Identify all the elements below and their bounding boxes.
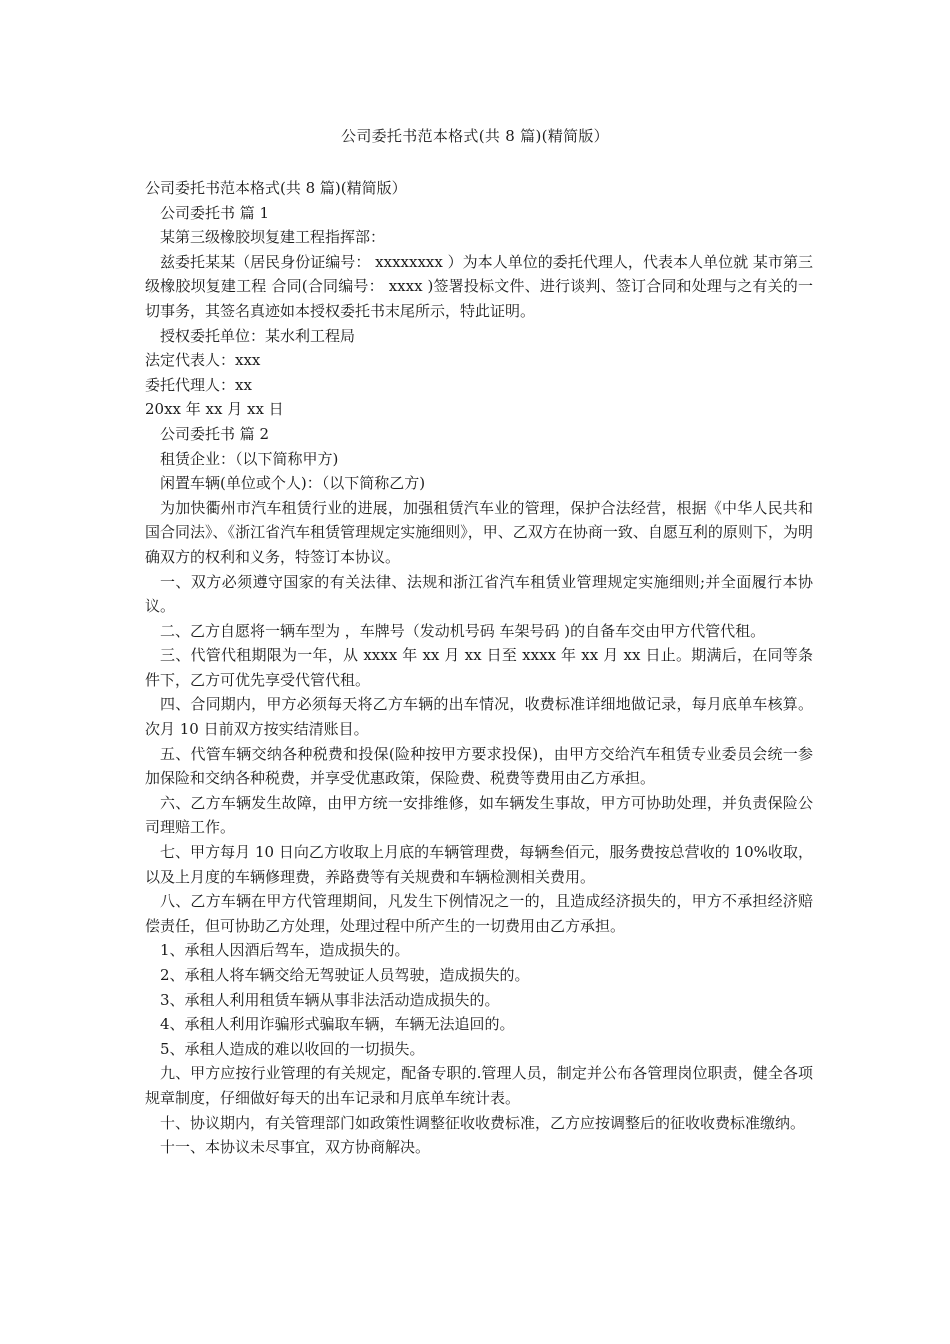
- paragraph: 为加快衢州市汽车租赁行业的进展，加强租赁汽车业的管理，保护合法经营，根据《中华人民共和国合同法》、《浙江省汽车租赁管理规定实施细则》，甲、乙双方在协商一致、自愿互利的原则下，为明确双方的权利和义务，特签订本协议。: [145, 498, 813, 566]
- document-header-title: 公司委托书范本格式(共 8 篇)(精简版）: [341, 127, 609, 145]
- paragraph: 授权委托单位：某水利工程局: [160, 326, 356, 345]
- paragraph: 委托代理人：xx: [145, 375, 252, 394]
- paragraph: 四、合同期内，甲方必须每天将乙方车辆的出车情况，收费标准详细地做记录，每月底单车核算。次月 10 日前双方按实结清账目。: [145, 695, 813, 739]
- paragraph: 三、代管代租期限为一年，从 xxxx 年 xx 月 xx 日至 xxxx 年 xx 月 xx 日止。期满后，在同等条件下，乙方可优先享受代管代租。: [145, 646, 813, 689]
- paragraph: 某第三级橡胶坝复建工程指挥部：: [160, 228, 386, 247]
- paragraph: 闲置车辆(单位或个人)：（以下简称乙方): [160, 474, 426, 493]
- paragraph: 一、双方必须遵守国家的有关法律、法规和浙江省汽车租赁业管理规定实施细则;并全面履行本协议。: [145, 572, 813, 616]
- paragraph: 5、承租人造成的难以收回的一切损失。: [160, 1039, 425, 1058]
- paragraph: 二、乙方自愿将一辆车型为 ，车牌号（发动机号码 车架号码 )的自备车交由甲方代管代租。: [160, 621, 766, 640]
- paragraph: 十、协议期内，有关管理部门如政策性调整征收收费标准，乙方应按调整后的征收收费标准缴纳。: [160, 1113, 806, 1132]
- paragraph: 五、代管车辆交纳各种税费和投保(险种按甲方要求投保)，由甲方交给汽车租赁专业委员会统一参加保险和交纳各种税费，并享受优惠政策，保险费、税费等费用由乙方承担。: [145, 744, 813, 788]
- paragraph: 4、承租人利用诈骗形式骗取车辆，车辆无法追回的。: [160, 1015, 515, 1034]
- paragraph: 六、乙方车辆发生故障，由甲方统一安排维修，如车辆发生事故，甲方可协助处理，并负责保险公司理赔工作。: [145, 793, 813, 837]
- paragraph: 租赁企业：（以下简称甲方): [160, 449, 339, 468]
- paragraph: 公司委托书范本格式(共 8 篇)(精简版）: [145, 179, 407, 197]
- paragraph: 九、甲方应按行业管理的有关规定，配备专职的.管理人员，制定并公布各管理岗位职责，健全各项规章制度，仔细做好每天的出车记录和月底单车统计表。: [145, 1064, 813, 1107]
- paragraph: 法定代表人：xxx: [145, 351, 261, 370]
- paragraph: 七、甲方每月 10 日向乙方收取上月底的车辆管理费，每辆叁佰元，服务费按总营收的 10%收取，以及上月度的车辆修理费，养路费等有关规费和车辆检测相关费用。: [145, 843, 813, 886]
- paragraph: 3、承租人利用租赁车辆从事非法活动造成损失的。: [160, 990, 500, 1009]
- paragraph: 2、承租人将车辆交给无驾驶证人员驾驶，造成损失的。: [160, 966, 530, 984]
- paragraph: 20xx 年 xx 月 xx 日: [145, 400, 284, 419]
- paragraph: 1、承租人因酒后驾车，造成损失的。: [160, 941, 410, 960]
- paragraph: 十一、本协议未尽事宜，双方协商解决。: [160, 1138, 431, 1157]
- paragraph: 公司委托书 篇 1: [160, 203, 270, 222]
- paragraph: 公司委托书 篇 2: [160, 424, 270, 443]
- document-body: [145, 176, 813, 1160]
- paragraph: 八、乙方车辆在甲方代管理期间，凡发生下例情况之一的，且造成经济损失的，甲方不承担经济赔偿责任，但可协助乙方处理，处理过程中所产生的一切费用由乙方承担。: [145, 892, 813, 935]
- paragraph: 兹委托某某（居民身份证编号： xxxxxxxx ）为本人单位的委托代理人，代表本人单位就 某市第三级橡胶坝复建工程 合同(合同编号： xxxx )签署投标文件、进行谈判、签订合同和处理与之有关的一切事务，其签名真迹如本授权委托书末尾所示，特此证明。: [145, 252, 813, 320]
